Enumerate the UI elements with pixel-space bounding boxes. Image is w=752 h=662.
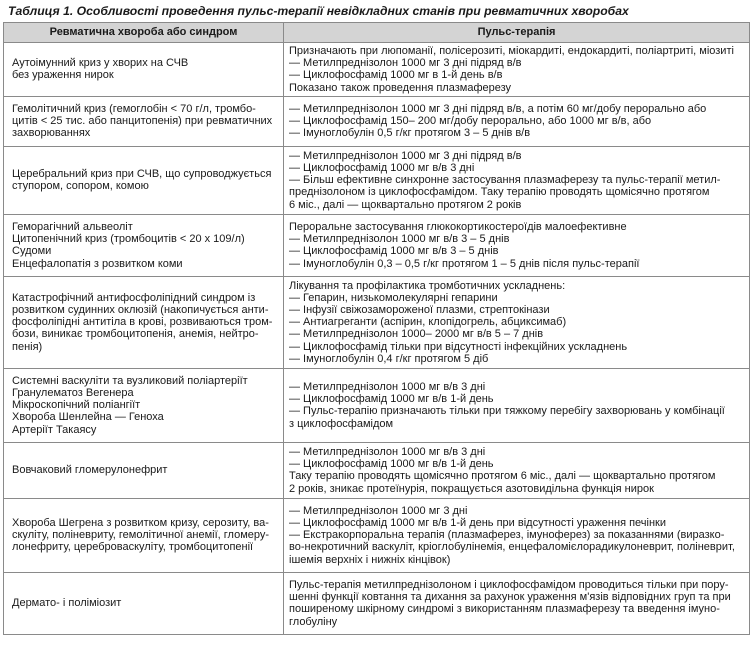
- disease-line: ступором, сопором, комою: [12, 180, 149, 193]
- table-row: [4, 43, 750, 97]
- disease-cell: [4, 442, 284, 498]
- disease-line: Хвороба Шенлейна — Геноха: [12, 411, 164, 424]
- disease-line: Катастрофічний антифосфоліпідний синдром із: [12, 291, 256, 304]
- disease-cell: [4, 498, 284, 572]
- disease-line: Системні васкуліти та вузликовий поліартеріїт: [12, 374, 248, 387]
- therapy-line: — Циклофосфамід 1000 мг в/в 3 – 5 днів: [289, 245, 499, 258]
- therapy-cell: [284, 214, 750, 276]
- therapy-line: — Імуноглобулін 0,3 – 0,5 г/кг протягом 1 – 5 днів після пульс-терапії: [289, 257, 640, 270]
- disease-line: пенія): [12, 340, 43, 353]
- therapy-line: глобуліну: [289, 615, 338, 628]
- table-row: [4, 214, 750, 276]
- therapy-line: Лікування та профілактика тромботичних ускладнень:: [289, 279, 566, 292]
- disease-cell: [4, 572, 284, 634]
- disease-line: фосфоліпідні антитіла в крові, розвиваються тром-: [12, 316, 273, 329]
- disease-line: Аутоімунний криз у хворих на СЧВ: [12, 57, 189, 70]
- therapy-line: Призначають при люпоманії, полісерозиті, міокардиті, ендокардиті, поліартриті, міозиті: [289, 45, 734, 57]
- disease-cell: [4, 96, 284, 146]
- therapy-line: — Метилпреднізолон 1000 мг 3 дні: [289, 504, 468, 517]
- disease-line: бози, виникає тромбоцитопенія, анемія, нейтро-: [12, 328, 259, 341]
- therapy-line: Пульс-терапія метилпреднізолоном і циклофосфамідом проводиться тільки при пору-: [289, 578, 729, 591]
- therapy-cell: [284, 498, 750, 572]
- disease-line: лонефриту, цереброваскуліту, тромбоцитопенії: [12, 541, 254, 554]
- therapy-cell: [284, 442, 750, 498]
- disease-line: Гранулематоз Вегенера: [12, 387, 134, 399]
- disease-line: цитів < 25 тис. або панцитопенія) при ревматичних: [12, 115, 273, 128]
- therapy-line: — Метилпреднізолон 1000 мг в/в 3 дні: [289, 445, 486, 458]
- therapy-cell: [284, 572, 750, 634]
- header-disease: Ревматична хвороба або синдром: [4, 23, 284, 43]
- table-row: [4, 572, 750, 634]
- disease-line: Дермато- і поліміозит: [12, 597, 122, 610]
- therapy-line: преднізолоном із циклофосфамідом. Таку терапію проводять щомісячно протягом: [289, 186, 710, 199]
- therapy-line: во-некротичний васкуліт, кріоглобулінемія, енцефаломієлорадикулоневрит, поліневрит,: [289, 541, 735, 554]
- disease-cell: [4, 368, 284, 442]
- therapy-line: 2 років, зникає протеїнурія, покращується азотовидільна функція нирок: [289, 482, 654, 495]
- disease-line: Артеріїт Такаясу: [12, 423, 97, 436]
- table-row: [4, 368, 750, 442]
- disease-cell: [4, 43, 284, 97]
- therapy-line: — Гепарин, низькомолекулярні гепарини: [289, 291, 498, 304]
- table-row: [4, 442, 750, 498]
- therapy-line: — Екстракорпоральна терапія (плазмаферез, імуноферез) за показаннями (виразко-: [289, 529, 725, 542]
- disease-line: Гемолітичний криз (гемоглобін < 70 г/л, тромбо-: [12, 103, 256, 115]
- therapy-line: — Циклофосфамід 1000 мг в/в 1-й день: [289, 393, 494, 406]
- therapy-cell: [284, 276, 750, 368]
- therapy-line: — Метилпреднізолон 1000 мг в/в 3 дні: [289, 380, 486, 393]
- therapy-cell: [284, 368, 750, 442]
- therapy-line: — Циклофосфамід 150– 200 мг/добу перорально, або 1000 мг в/в, або: [289, 115, 652, 128]
- therapy-line: — Циклофосфамід 1000 мг в/в 1-й день при відсутності ураження печінки: [289, 517, 667, 529]
- therapy-line: — Метилпреднізолон 1000 мг 3 дні підряд в/в, а потім 60 мг/добу перорально або: [289, 103, 707, 115]
- therapy-line: — Циклофосфамід тільки при відсутності інфекційних ускладнень: [289, 340, 628, 353]
- therapy-line: Таку терапію проводять щомісячно протягом 6 міс., далі — щоквартально протягом: [289, 470, 716, 483]
- therapy-line: 6 міс., далі — щоквартально протягом 2 років: [289, 198, 522, 211]
- therapy-line: з циклофосфамідом: [289, 417, 394, 430]
- therapy-line: — Метилпреднізолон 1000 мг в/в 3 – 5 днів: [289, 233, 510, 246]
- table-row: [4, 96, 750, 146]
- therapy-line: — Імуноглобулін 0,4 г/кг протягом 5 діб: [289, 352, 489, 365]
- table-caption: Таблиця 1. Особливості проведення пульс-терапії невідкладних станів при ревматичних хворобах: [8, 4, 629, 18]
- therapy-line: — Циклофосфамід 1000 мг в 1-й день в/в: [289, 69, 503, 82]
- therapy-line: поширеному шкірному синдромі з використанням плазмаферезу та введення імуно-: [289, 603, 720, 616]
- therapy-line: — Антиагреганти (аспірин, клопідогрель, абциксимаб): [289, 316, 567, 329]
- therapy-line: — Метилпреднізолон 1000– 2000 мг в/в 5 – 7 днів: [289, 328, 544, 341]
- therapy-line: — Метилпреднізолон 1000 мг 3 дні підряд в/в: [289, 149, 522, 162]
- disease-line: Вовчаковий гломерулонефрит: [12, 464, 168, 477]
- disease-line: без ураження нирок: [12, 69, 114, 82]
- header-therapy: Пульс-терапія: [284, 23, 750, 43]
- disease-line: Хвороба Шегрена з розвитком кризу, серозиту, ва-: [12, 517, 269, 529]
- therapy-cell: [284, 43, 750, 97]
- disease-cell: [4, 214, 284, 276]
- therapy-cell: [284, 146, 750, 214]
- therapy-line: шенні функції ковтання та дихання за рахунок ураження м'язів відповідних груп та при: [289, 591, 731, 604]
- table-header-row: [4, 23, 750, 43]
- table-row: [4, 276, 750, 368]
- disease-line: Судоми: [12, 245, 52, 258]
- disease-cell: [4, 276, 284, 368]
- disease-line: скуліту, поліневриту, гемолітичної анемії, гломеру-: [12, 529, 270, 542]
- disease-cell: [4, 146, 284, 214]
- therapy-table: [3, 22, 750, 635]
- therapy-line: — Циклофосфамід 1000 мг в/в 3 дні: [289, 162, 475, 174]
- therapy-line: — Імуноглобулін 0,5 г/кг протягом 3 – 5 днів в/в: [289, 127, 531, 140]
- therapy-cell: [284, 96, 750, 146]
- disease-line: Церебральний криз при СЧВ, що супроводжується: [12, 168, 272, 181]
- disease-line: Мікроскопічний поліангіїт: [12, 399, 141, 412]
- therapy-line: Показано також проведення плазмаферезу: [289, 81, 512, 94]
- disease-line: захворюваннях: [12, 127, 91, 140]
- disease-line: розвитком судинних оклюзій (накопичується анти-: [12, 304, 269, 316]
- therapy-line: — Метилпреднізолон 1000 мг 3 дні підряд в/в: [289, 57, 522, 70]
- disease-line: Геморагічний альвеоліт: [12, 220, 133, 233]
- therapy-line: — Циклофосфамід 1000 мг в/в 1-й день: [289, 458, 494, 471]
- table-row: [4, 146, 750, 214]
- therapy-line: — Інфузії свіжозамороженої плазми, стрептокінази: [289, 304, 550, 316]
- disease-line: Енцефалопатія з розвитком коми: [12, 257, 183, 270]
- therapy-line: — Більш ефективне синхронне застосування плазмаферезу та пульс-терапії метил-: [289, 174, 721, 187]
- disease-line: Цитопенічний криз (тромбоцитів < 20 x 109/л): [12, 233, 245, 246]
- table-row: [4, 498, 750, 572]
- therapy-line: Пероральне застосування глюкокортикостероїдів малоефективне: [289, 220, 627, 233]
- therapy-line: ішемія верхніх і нижніх кінцівок): [289, 553, 451, 566]
- therapy-line: — Пульс-терапію призначають тільки при тяжкому перебігу захворювань у комбінації: [289, 405, 725, 418]
